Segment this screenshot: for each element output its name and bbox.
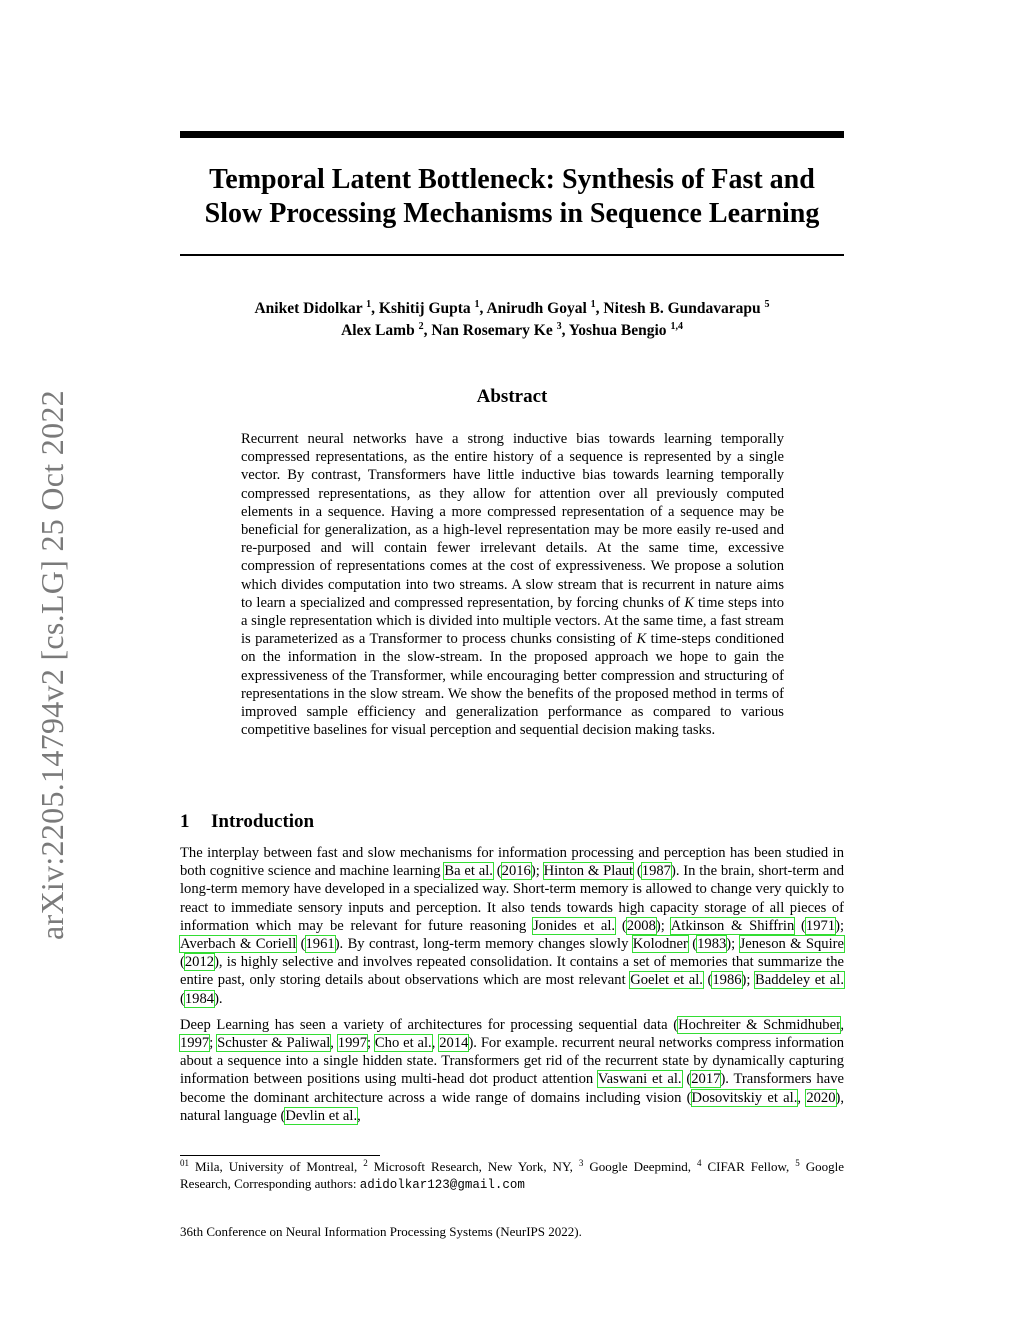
body-text: ); xyxy=(530,863,544,880)
citation-link[interactable]: Hinton & Plaut xyxy=(543,863,634,880)
body-text: ( xyxy=(794,917,806,934)
body-text: , xyxy=(840,1016,845,1033)
author-affiliation: 2 xyxy=(418,321,424,332)
author-name: Yoshua Bengio xyxy=(568,322,667,339)
author-list xyxy=(180,298,844,342)
body-text: ( xyxy=(633,863,642,880)
citation-link[interactable]: 1961 xyxy=(305,936,335,953)
body-text: ( xyxy=(180,954,185,971)
footnote-marker: 4 xyxy=(696,1158,702,1168)
introduction-body xyxy=(180,844,844,1133)
body-text: Deep Learning has seen a variety of architectures for processing sequential data ( xyxy=(180,1016,679,1033)
body-text: The interplay between fast and slow mechanisms for information processing and perception has been studied in both cognitive science and machine learning xyxy=(180,845,844,880)
citation-link[interactable]: Averbach & Coriell xyxy=(180,936,297,953)
title-bottom-rule xyxy=(180,254,844,256)
author-name: Alex Lamb xyxy=(341,322,415,339)
author-name: Anirudh Goyal xyxy=(486,300,587,317)
citation-link[interactable]: 1986 xyxy=(712,972,742,989)
venue-footer: 36th Conference on Neural Information Processing Systems (NeurIPS 2022). xyxy=(180,1224,582,1239)
abstract-text-c: time-steps conditioned on the information in the slow-stream. In the proposed approach we hope to gain the expressiveness of the Transformer, while encouraging better compression and structuring of representations in the slow stream. We show the benefits of the proposed method in terms of improved sample efficiency and generalization performance as compared to various competitive baselines for visual perception and sequential decision making tasks. xyxy=(241,631,784,739)
body-text: ). For example. recurrent neural networks compress information about a sequence into a single hidden state. Transformers get rid of the recurrent state by dynamically capturing information between positions using multi-head dot product attention xyxy=(180,1035,845,1088)
citation-link[interactable]: Jonides et al. xyxy=(533,917,616,934)
citation-link[interactable]: 1987 xyxy=(641,863,671,880)
author-line-1: Aniket Didolkar $^1$, Kshitij Gupta $^1$, Anirudh Goyal $^1$, Nitesh B. Gundavarapu $^5$ xyxy=(254,299,770,317)
corresponding-email[interactable]: adidolkar123@gmail.com xyxy=(359,1178,525,1192)
citation-link[interactable]: 1971 xyxy=(805,917,836,934)
footnote-marker: 01 xyxy=(180,1158,189,1168)
citation-link[interactable]: 2008 xyxy=(626,917,656,934)
citation-link[interactable]: Kolodner xyxy=(632,936,688,953)
abstract-heading: Abstract xyxy=(476,386,548,407)
citation-link[interactable]: Cho et al. xyxy=(374,1035,432,1052)
citation-link[interactable]: 1997 xyxy=(337,1035,367,1052)
author-name: Nan Rosemary Ke xyxy=(431,322,553,339)
variable-k: K xyxy=(684,594,694,611)
section-number: 1 xyxy=(180,811,190,832)
section-title: Introduction xyxy=(211,811,315,832)
author-affiliation: 1 xyxy=(474,299,480,310)
body-text: ( xyxy=(615,917,627,934)
citation-link[interactable]: 1983 xyxy=(697,936,727,953)
body-text: ( xyxy=(702,972,713,989)
author-affiliation: 3 xyxy=(556,321,562,332)
author-affiliation: 1 xyxy=(590,299,596,310)
author-affiliation: 5 xyxy=(764,299,770,310)
author-affiliation: 1 xyxy=(366,299,372,310)
intro-paragraph-2 xyxy=(180,1016,844,1125)
citation-link[interactable]: 2012 xyxy=(184,954,215,971)
section-heading-introduction xyxy=(180,811,314,833)
citation-link[interactable]: 2017 xyxy=(691,1071,721,1088)
citation-link[interactable]: Dosovitskiy et al. xyxy=(691,1089,798,1106)
body-text: ). Transformers have become the dominant architecture across a wide range of domains including vision ( xyxy=(180,1071,844,1106)
body-text: ( xyxy=(180,990,185,1007)
citation-link[interactable]: Goelet et al. xyxy=(630,972,703,989)
body-text: ). In the brain, short-term and long-term memory have developed in a specialized way. Short-term memory is allowed to change very quickly to react to immediate sensory inputs and perception. It also tends towards high capacity storage of all pieces of information which may be relevant for future reasoning xyxy=(180,863,845,934)
footnote-marker: 2 xyxy=(363,1158,368,1168)
author-affiliation: 1,4 xyxy=(670,321,683,332)
footnote-affiliations xyxy=(180,1158,844,1194)
body-text: ); xyxy=(835,917,845,934)
citation-link[interactable]: Jeneson & Squire xyxy=(739,936,844,953)
author-line-2: Alex Lamb $^2$, Nan Rosemary Ke $^3$, Yoshua Bengio $^{1,4}$ xyxy=(341,321,683,339)
body-text: , xyxy=(330,1035,338,1052)
body-text: ); xyxy=(741,972,756,989)
body-text: ( xyxy=(681,1071,692,1088)
citation-link[interactable]: Baddeley et al. xyxy=(755,972,844,989)
body-text: ( xyxy=(687,936,698,953)
citation-link[interactable]: 2020 xyxy=(806,1089,836,1106)
title-top-rule xyxy=(180,131,844,138)
author-name: Nitesh B. Gundavarapu xyxy=(603,300,761,317)
body-text: ; xyxy=(209,1035,218,1052)
variable-k: K xyxy=(636,631,647,648)
body-text: , xyxy=(797,1089,807,1106)
intro-paragraph-1 xyxy=(180,844,844,1008)
citation-link[interactable]: Devlin et al. xyxy=(285,1107,358,1124)
body-text: ( xyxy=(492,863,502,880)
abstract-paragraph xyxy=(241,430,784,739)
title-line-1: Temporal Latent Bottleneck: Synthesis of Fast and xyxy=(209,164,815,195)
body-text: ), is highly selective and involves repeated consolidation. It contains a set of memories that summarize the entire past, only storing details about observations which are most relevant xyxy=(180,954,844,989)
body-text: , xyxy=(431,1035,440,1052)
abstract-body xyxy=(241,430,784,739)
body-text: ). By contrast, long-term memory changes slowly xyxy=(334,936,633,953)
body-text: ); xyxy=(655,917,671,934)
body-text: ( xyxy=(296,936,306,953)
title-line-2: Slow Processing Mechanisms in Sequence Learning xyxy=(204,198,820,229)
body-text: ); xyxy=(726,936,740,953)
footnote-text: Mila, University of Montreal, xyxy=(189,1159,364,1174)
footnote-marker: 5 xyxy=(795,1158,800,1168)
abstract-text-b: time steps into a single representation which is divided into multiple vectors. At the same time, a fast stream is parameterized as a Transformer to process chunks consisting of xyxy=(241,594,784,648)
body-text: , xyxy=(357,1107,361,1124)
author-name: Kshitij Gupta xyxy=(378,300,471,317)
body-text: ; xyxy=(366,1035,375,1052)
citation-link[interactable]: 2016 xyxy=(501,863,531,880)
citation-link[interactable]: 1997 xyxy=(180,1035,210,1052)
body-text: ), natural language ( xyxy=(180,1089,845,1124)
author-name: Aniket Didolkar xyxy=(254,300,363,317)
body-text: ). xyxy=(214,990,223,1007)
footnote-text: Google Research, Corresponding authors: xyxy=(180,1159,844,1191)
citation-link[interactable]: Atkinson & Shiffrin xyxy=(670,917,795,934)
footnote-marker: 3 xyxy=(578,1158,584,1168)
footnote-rule xyxy=(180,1155,380,1156)
citation-link[interactable]: 2014 xyxy=(439,1035,469,1052)
abstract-text-a: Recurrent neural networks have a strong inductive bias towards learning temporally compressed representations, as the entire history of a sequence is represented by a single vector. By contrast, Transformers have little inductive bias towards learning temporally compressed representations, as they allow for attention over all previously computed elements in a sequence. Having a more compressed representation of a sequence may be beneficial for generalization, as a high-level representation may be more easily re-used and re-purposed and will contain fewer irrelevant details. At the same time, excessive compression of representations comes at the cost of expressiveness. We propose a solution which divides computation into two streams. A slow stream that is recurrent in nature aims to learn a specialized and compressed representation, by forcing chunks of xyxy=(241,431,784,611)
citation-link[interactable]: Schuster & Paliwal xyxy=(217,1035,331,1052)
citation-link[interactable]: Ba et al. xyxy=(444,863,493,880)
footnote-text: Google Deepmind, xyxy=(583,1159,697,1174)
citation-link[interactable]: Hochreiter & Schmidhuber xyxy=(678,1016,841,1033)
footnote-text: CIFAR Fellow, xyxy=(701,1159,796,1174)
citation-link[interactable]: 1984 xyxy=(184,990,215,1007)
citation-link[interactable]: Vaswani et al. xyxy=(597,1071,682,1088)
arxiv-stamp: arXiv:2205.14794v2 [cs.LG] 25 Oct 2022 xyxy=(34,390,70,940)
paper-title xyxy=(180,163,844,231)
footnote-text: Microsoft Research, New York, NY, xyxy=(367,1159,579,1174)
